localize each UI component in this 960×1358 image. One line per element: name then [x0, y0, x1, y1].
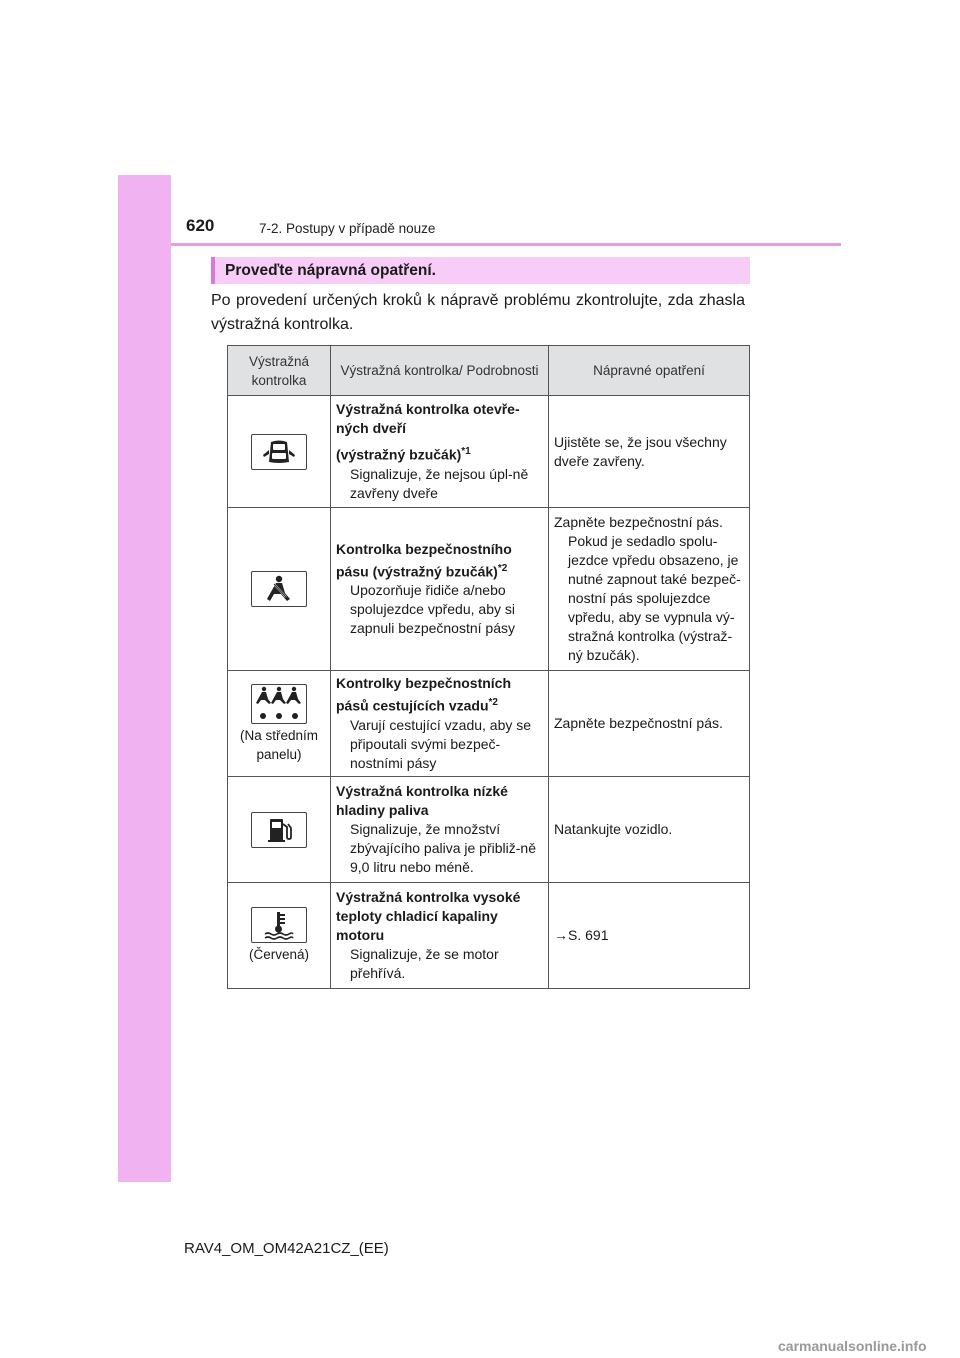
coolant-temperature-icon [251, 907, 307, 943]
document-code: RAV4_OM_OM42A21CZ_(EE) [184, 1240, 389, 1257]
section-title: Proveďte nápravná opatření. [225, 262, 436, 279]
light-detail: Signalizuje, že se motor přehřívá. [350, 946, 499, 981]
details-cell [331, 396, 549, 508]
action-text: Zapněte bezpečnostní pás. [554, 715, 723, 731]
light-title: Výstražná kontrolka nízké hladiny paliva [336, 783, 508, 818]
action-cell [549, 396, 750, 508]
warning-lights-table [227, 345, 750, 989]
icon-note: (Na středním panelu) [239, 727, 319, 762]
door-open-icon [251, 434, 307, 470]
section-heading-bar [211, 257, 750, 284]
light-title: Výstražná kontrolka otevře-ných dveří [336, 401, 520, 437]
details-cell [331, 777, 549, 883]
light-detail: Upozorňuje řidiče a/nebo spolujezdce vpředu, aby si zapnuli bezpečnostní pásy [350, 582, 515, 637]
action-detail: Pokud je sedadlo spolu-jezdce vpředu obsazeno, je nutné zapnout také bezpeč-nostní pás spolujezdce vpředu, aby se vypnula vý-stražná kontrolka (výstraž-ný bzučák). [568, 533, 741, 663]
action-cell [549, 883, 750, 989]
icon-cell [228, 777, 331, 883]
action-cell [549, 508, 750, 671]
column-header-action: Nápravné opatření [549, 346, 750, 396]
details-cell [331, 671, 549, 777]
page-number: 620 [186, 216, 215, 235]
header-rule [171, 243, 841, 246]
seatbelt-icon [251, 571, 307, 607]
action-text: Ujistěte se, že jsou všechny dveře zavřeny. [554, 433, 727, 469]
light-detail: Varují cestující vzadu, aby se připoutali svými bezpeč-nostními pásy [350, 716, 532, 771]
footnote-ref: *2 [488, 697, 498, 709]
column-header-details: Výstražná kontrolka/ Podrobnosti [331, 346, 549, 396]
action-text: Natankujte vozidlo. [554, 821, 673, 837]
side-color-strip [118, 175, 171, 1182]
footnote-ref: *2 [497, 562, 508, 574]
page-reference: →S. 691 [554, 927, 609, 943]
action-cell [549, 671, 750, 777]
icon-cell [228, 883, 331, 989]
light-detail: Signalizuje, že nejsou úpl-ně zavřeny dveře [350, 465, 529, 501]
table-header-row [228, 346, 750, 396]
details-cell [331, 883, 549, 989]
light-title: Kontrolka bezpečnostního pásu (výstražný bzučák) [336, 540, 512, 580]
column-header-light: Výstražná kontrolka [228, 346, 331, 396]
icon-cell [228, 396, 331, 508]
table-row [228, 508, 750, 671]
light-title-cont: (výstražný bzučák) [336, 446, 462, 463]
watermark: carmanualsonline.info [778, 1338, 927, 1354]
action-cell [549, 777, 750, 883]
table-row [228, 671, 750, 777]
icon-note: (Červená) [248, 947, 310, 962]
table-row [228, 396, 750, 508]
light-title: Výstražná kontrolka vysoké teploty chladicí kapaliny motoru [336, 889, 521, 943]
light-detail: Signalizuje, že množství zbývajícího paliva je přibliž-ně 9,0 litru nebo méně. [350, 821, 536, 875]
action-text: Zapněte bezpečnostní pás. [554, 514, 723, 530]
chapter-title: 7-2. Postupy v případě nouze [259, 221, 436, 236]
details-cell [331, 508, 549, 671]
light-title: Kontrolky bezpečnostních pásů cestujících vzadu [336, 675, 512, 714]
table-row [228, 777, 750, 883]
footnote-ref: *1 [461, 446, 471, 458]
icon-cell [228, 671, 331, 777]
table-row [228, 883, 750, 989]
intro-paragraph: Po provedení určených kroků k nápravě problému zkontrolujte, zda zhasla výstražná kontrolka. [211, 292, 745, 333]
rear-seatbelts-icon [251, 684, 307, 724]
icon-cell [228, 508, 331, 671]
fuel-pump-icon [251, 812, 307, 848]
